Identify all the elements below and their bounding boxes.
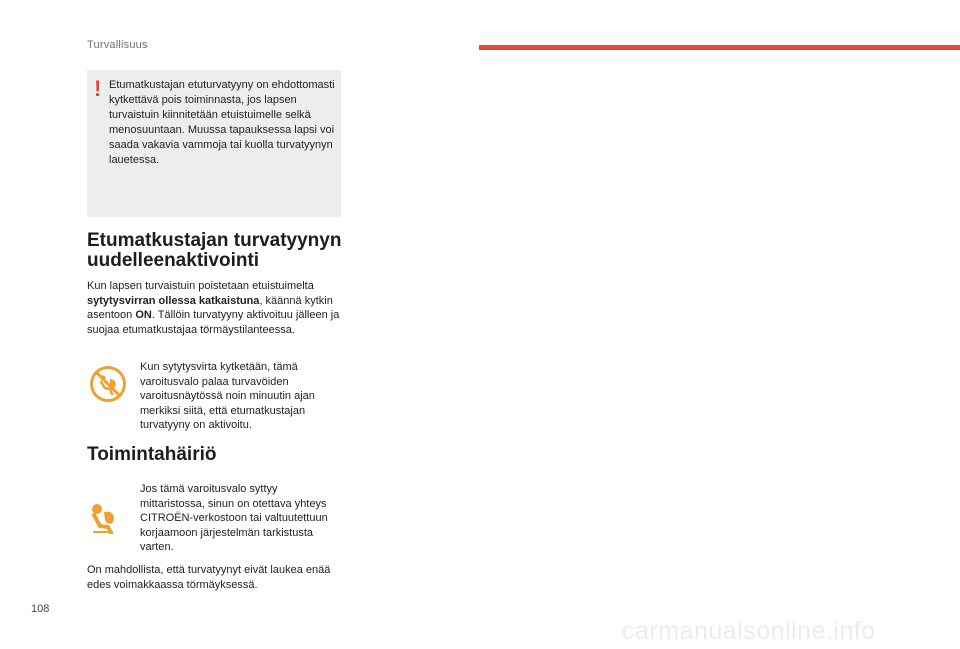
reactivation-text-3: . Tällöin turvatyyny aktivoituu jälleen ja suojaa etumatkustajaa törmäystilanteessa. bbox=[87, 309, 340, 336]
warning-text: Etumatkustajan etuturvatyyny on ehdottomasti kytkettävä pois toiminnasta, jos lapsen turvaistuin kiinnitetään etuistuimelle selkä menosuuntaan. Muussa tapauksessa lapsi voi saada vakavia vammoja tai kuolla turvatyynyn lauetessa. bbox=[109, 79, 335, 166]
malfunction-heading: Toimintahäiriö bbox=[87, 444, 217, 465]
section-title: Turvallisuus bbox=[87, 39, 148, 51]
watermark: carmanualsonline.info bbox=[622, 617, 876, 645]
page-number: 108 bbox=[31, 603, 50, 615]
malfunction-note: Jos tämä varoitusvalo syttyy mittaristossa, sinun on otettava yhteys CITROËN-verkostoon tai valtuutettuun korjaamoon järjestelmän tarkistusta varten. bbox=[140, 483, 328, 553]
reactivation-bold-2: ON bbox=[135, 309, 152, 321]
airbag-warning-icon bbox=[90, 502, 126, 539]
reactivation-paragraph bbox=[87, 279, 347, 337]
reactivation-heading: Etumatkustajan turvatyynyn uudelleenaktivointi bbox=[87, 230, 342, 271]
reactivation-text-2: , käännä kytkin asentoon bbox=[87, 294, 333, 321]
header-accent-bar bbox=[479, 45, 960, 50]
reactivation-note: Kun sytytysvirta kytketään, tämä varoitusvalo palaa turvavöiden varoitusnäytössä noin minuutin ajan merkiksi siitä, että etumatkustajan turvatyyny on aktivoitu. bbox=[140, 361, 315, 431]
reactivation-text-1: Kun lapsen turvaistuin poistetaan etuistuimelta bbox=[87, 280, 314, 292]
airbag-off-warning-icon bbox=[88, 364, 128, 409]
malfunction-footer-text: On mahdollista, että turvatyynyt eivät laukea enää edes voimakkaassa törmäyksessä. bbox=[87, 564, 331, 591]
exclamation-icon: ! bbox=[94, 76, 102, 101]
reactivation-bold-1: sytytysvirran ollessa katkaistuna bbox=[87, 294, 260, 307]
